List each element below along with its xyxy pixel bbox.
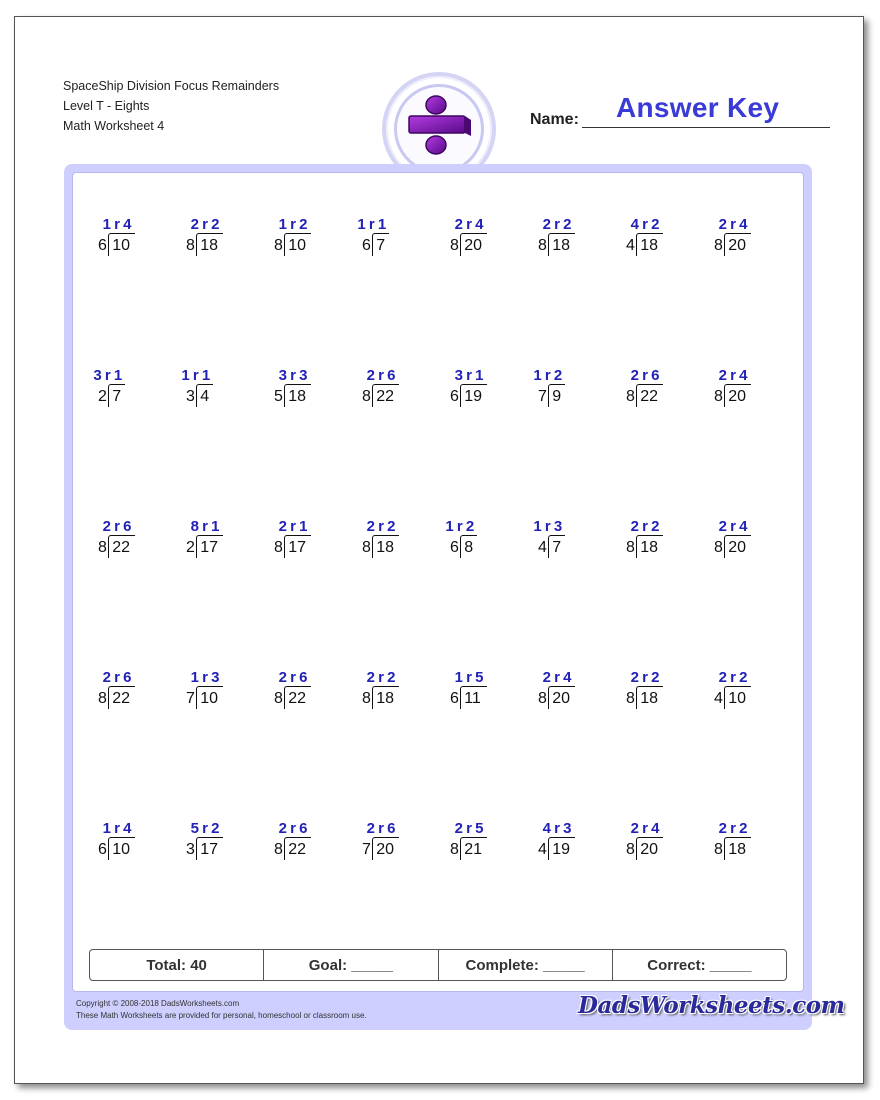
dividend: 4: [200, 388, 210, 405]
copyright-text: Copyright © 2008-2018 DadsWorksheets.com: [76, 999, 240, 1008]
divisor: 2: [98, 388, 107, 405]
division-problem: [98, 518, 168, 564]
division-problem: [445, 518, 520, 564]
copyright-notice: [76, 998, 367, 1022]
dividend: 20: [552, 690, 570, 707]
worksheet-title: SpaceShip Division Focus Remainders: [63, 79, 280, 93]
quotient-answer: 2 r 6: [102, 518, 132, 535]
division-problem: [362, 820, 432, 866]
divisor: 4: [714, 690, 723, 707]
quotient-answer: 2 r 2: [718, 820, 748, 837]
divisor: 8: [714, 539, 723, 556]
dividend: 7: [376, 237, 386, 254]
quotient-answer: 2 r 6: [366, 367, 396, 384]
division-problem: [274, 820, 344, 866]
dividend: 20: [728, 237, 746, 254]
worksheet-number: Math Worksheet 4: [63, 119, 165, 133]
answer-key-label: Answer Key: [616, 92, 780, 123]
dividend: 18: [552, 237, 570, 254]
dividend: 22: [288, 841, 306, 858]
quotient-answer: 2 r 6: [102, 669, 132, 686]
division-problem: [714, 216, 784, 262]
division-problem: [538, 669, 608, 715]
division-problem: [714, 518, 784, 564]
name-line: [582, 127, 830, 128]
divisor: 8: [714, 237, 723, 254]
dividend: 17: [200, 841, 218, 858]
divisor: 8: [714, 388, 723, 405]
divisor: 8: [362, 539, 371, 556]
divisor: 3: [186, 841, 195, 858]
dividend: 18: [288, 388, 306, 405]
division-problem: [186, 216, 256, 262]
dividend: 20: [640, 841, 658, 858]
division-problem: [186, 669, 256, 715]
divisor: 8: [626, 539, 635, 556]
quotient-answer: 5 r 2: [190, 820, 220, 837]
division-problem: [362, 518, 432, 564]
quotient-answer: 2 r 4: [718, 518, 748, 535]
dividend: 10: [288, 237, 306, 254]
quotient-answer: 2 r 2: [542, 216, 572, 233]
dividend: 18: [640, 237, 658, 254]
dividend: 22: [640, 388, 658, 405]
problem-area: [72, 172, 804, 992]
divisor: 8: [362, 388, 371, 405]
divisor: 8: [186, 237, 195, 254]
quotient-answer: 3 r 1: [93, 367, 123, 384]
divisor: 6: [98, 841, 107, 858]
quotient-answer: 1 r 3: [190, 669, 220, 686]
quotient-answer: 2 r 4: [454, 216, 484, 233]
dividend: 17: [200, 539, 218, 556]
quotient-answer: 2 r 6: [630, 367, 660, 384]
division-problem: [362, 367, 432, 413]
division-problem: [357, 216, 432, 262]
quotient-answer: 1 r 2: [533, 367, 563, 384]
divisor: 2: [186, 539, 195, 556]
score-table: [89, 949, 787, 981]
divisor: 8: [538, 690, 547, 707]
division-problem: [181, 367, 256, 413]
dividend: 10: [728, 690, 746, 707]
division-problem: [186, 820, 256, 866]
divisor: 7: [538, 388, 547, 405]
dividend: 19: [464, 388, 482, 405]
quotient-answer: 2 r 4: [718, 216, 748, 233]
quotient-answer: 1 r 3: [533, 518, 563, 535]
divisor: 8: [274, 237, 283, 254]
quotient-answer: 1 r 4: [102, 216, 132, 233]
quotient-answer: 1 r 5: [454, 669, 484, 686]
dividend: 10: [112, 237, 130, 254]
quotient-answer: 2 r 2: [718, 669, 748, 686]
divisor: 8: [274, 690, 283, 707]
division-problem: [450, 216, 520, 262]
quotient-answer: 2 r 2: [190, 216, 220, 233]
quotient-answer: 2 r 2: [366, 669, 396, 686]
dadsworksheets-logo: DadsWorksheets.com: [578, 992, 845, 1019]
quotient-answer: 2 r 2: [630, 518, 660, 535]
divisor: 7: [362, 841, 371, 858]
division-problem: [93, 367, 168, 413]
worksheet-title-block: [63, 76, 279, 136]
quotient-answer: 2 r 4: [630, 820, 660, 837]
quotient-answer: 4 r 3: [542, 820, 572, 837]
problem-frame: [64, 164, 812, 1030]
dividend: 18: [376, 539, 394, 556]
dividend: 22: [376, 388, 394, 405]
divisor: 8: [626, 690, 635, 707]
divisor: 4: [538, 539, 547, 556]
quotient-answer: 4 r 2: [630, 216, 660, 233]
divisor: 8: [274, 539, 283, 556]
divisor: 3: [186, 388, 195, 405]
divisor: 8: [626, 388, 635, 405]
worksheet-level: Level T - Eights: [63, 99, 150, 113]
division-problem: [626, 669, 696, 715]
division-problem: [533, 518, 608, 564]
quotient-answer: 2 r 6: [278, 669, 308, 686]
division-problem: [186, 518, 256, 564]
quotient-answer: 2 r 2: [366, 518, 396, 535]
divisor: 8: [362, 690, 371, 707]
dividend: 10: [112, 841, 130, 858]
dividend: 8: [464, 539, 474, 556]
dividend: 18: [728, 841, 746, 858]
divisor: 6: [450, 690, 459, 707]
score-complete[interactable]: Complete: _____: [439, 950, 613, 980]
dividend: 20: [464, 237, 482, 254]
dividend: 20: [728, 388, 746, 405]
quotient-answer: 2 r 5: [454, 820, 484, 837]
quotient-answer: 2 r 1: [278, 518, 308, 535]
dividend: 18: [640, 690, 658, 707]
dividend: 18: [376, 690, 394, 707]
divisor: 8: [626, 841, 635, 858]
divisor: 8: [98, 539, 107, 556]
divisor: 8: [450, 237, 459, 254]
score-total: Total: 40: [90, 950, 264, 980]
division-problem: [274, 518, 344, 564]
quotient-answer: 1 r 1: [357, 216, 387, 233]
quotient-answer: 3 r 3: [278, 367, 308, 384]
division-problem: [626, 367, 696, 413]
dividend: 10: [200, 690, 218, 707]
divisor: 6: [98, 237, 107, 254]
divisor: 8: [98, 690, 107, 707]
quotient-answer: 2 r 6: [278, 820, 308, 837]
dividend: 7: [552, 539, 562, 556]
divisor: 4: [626, 237, 635, 254]
dividend: 22: [112, 690, 130, 707]
dividend: 7: [112, 388, 122, 405]
division-problem: [98, 820, 168, 866]
dividend: 21: [464, 841, 482, 858]
division-problem: [274, 669, 344, 715]
division-problem: [626, 216, 696, 262]
dividend: 19: [552, 841, 570, 858]
division-problem: [538, 216, 608, 262]
divisor: 8: [714, 841, 723, 858]
division-problem: [626, 518, 696, 564]
dividend: 9: [552, 388, 562, 405]
dividend: 22: [112, 539, 130, 556]
divisor: 6: [450, 388, 459, 405]
division-problem: [98, 216, 168, 262]
division-problem: [533, 367, 608, 413]
division-problem: [714, 669, 784, 715]
name-field[interactable]: [530, 92, 830, 132]
quotient-answer: 1 r 2: [445, 518, 475, 535]
divisor: 6: [450, 539, 459, 556]
dividend: 20: [376, 841, 394, 858]
divisor: 8: [538, 237, 547, 254]
division-problem: [450, 820, 520, 866]
quotient-answer: 1 r 1: [181, 367, 211, 384]
usage-notice: These Math Worksheets are provided for personal, homeschool or classroom use.: [76, 1011, 367, 1020]
score-correct[interactable]: Correct: _____: [647, 956, 752, 974]
divisor: 8: [274, 841, 283, 858]
quotient-answer: 2 r 4: [718, 367, 748, 384]
division-problem: [450, 669, 520, 715]
divisor: 7: [186, 690, 195, 707]
division-problem: [538, 820, 608, 866]
quotient-answer: 1 r 4: [102, 820, 132, 837]
division-problem: [362, 669, 432, 715]
dividend: 18: [200, 237, 218, 254]
division-problem: [98, 669, 168, 715]
quotient-answer: 8 r 1: [190, 518, 220, 535]
divisor: 6: [362, 237, 371, 254]
division-problem: [450, 367, 520, 413]
division-problem: [626, 820, 696, 866]
division-problem: [714, 820, 784, 866]
dividend: 18: [640, 539, 658, 556]
divisor: 5: [274, 388, 283, 405]
quotient-answer: 3 r 1: [454, 367, 484, 384]
score-goal[interactable]: Goal: _____: [264, 950, 438, 980]
dividend: 22: [288, 690, 306, 707]
quotient-answer: 2 r 6: [366, 820, 396, 837]
division-problem: [274, 216, 344, 262]
divisor: 8: [450, 841, 459, 858]
division-problem: [274, 367, 344, 413]
quotient-answer: 1 r 2: [278, 216, 308, 233]
divisor: 4: [538, 841, 547, 858]
name-label: Name:: [530, 111, 579, 128]
dividend: 20: [728, 539, 746, 556]
division-problem: [714, 367, 784, 413]
quotient-answer: 2 r 4: [542, 669, 572, 686]
dividend: 11: [464, 690, 481, 707]
quotient-answer: 2 r 2: [630, 669, 660, 686]
dividend: 17: [288, 539, 306, 556]
